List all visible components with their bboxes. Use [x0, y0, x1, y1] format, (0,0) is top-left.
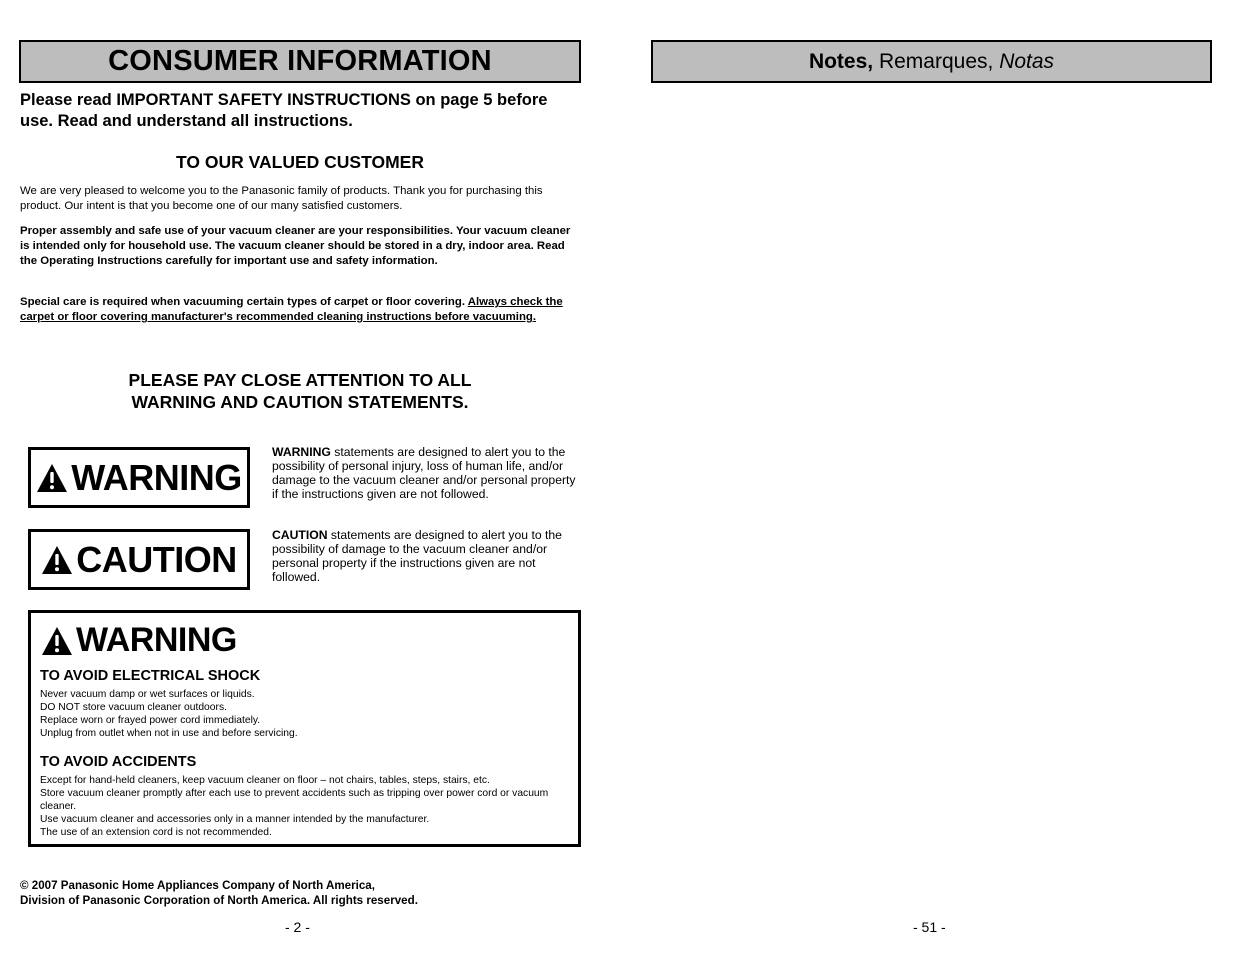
attention-heading-line1: PLEASE PAY CLOSE ATTENTION TO ALL: [128, 370, 472, 390]
list-item: Except for hand-held cleaners, keep vacuum cleaner on floor – not chairs, tables, steps, stairs, etc.: [40, 775, 490, 786]
assembly-paragraph: Proper assembly and safe use of your vacuum cleaner are your responsibilities. Your vacuum cleaner is intended only for household use. The vacuum cleaner should be stored in a dry, indoor area. Read the Operating Instructions carefully for important use and safety information.: [20, 225, 571, 267]
accidents-heading: TO AVOID ACCIDENTS: [40, 754, 197, 770]
caution-label-text: CAUTION: [76, 538, 237, 580]
customer-heading: TO OUR VALUED CUSTOMER: [176, 152, 424, 172]
warning-block-header: [41, 621, 237, 660]
attention-heading: [20, 369, 580, 413]
warning-description: [272, 445, 578, 501]
warning-block-triangle-icon: [41, 626, 73, 656]
caution-description: [272, 528, 578, 584]
care-underlined: Always check the carpet or floor covering manufacturer's recommended cleaning instructions before vacuuming.: [20, 296, 563, 323]
caution-description-text: statements are designed to alert you to the possibility of damage to the vacuum cleaner and/or personal property if the instructions given are not followed.: [272, 528, 562, 584]
copyright-line2: Division of Panasonic Corporation of North America. All rights reserved.: [20, 894, 418, 907]
list-item: DO NOT store vacuum cleaner outdoors.: [40, 702, 227, 713]
list-item: Never vacuum damp or wet surfaces or liquids.: [40, 689, 255, 700]
warning-description-text: statements are designed to alert you to the possibility of personal injury, loss of human life, and/or damage to the vacuum cleaner and/or personal property if the instructions given are not followed.: [272, 445, 576, 501]
list-item: Store vacuum cleaner promptly after each use to prevent accidents such as tripping over power cord or vacuum cleaner.: [40, 788, 549, 812]
right-page: [618, 0, 1235, 954]
notes-title-bar: [651, 40, 1212, 83]
intro-text: Please read IMPORTANT SAFETY INSTRUCTIONS on page 5 before use. Read and understand all instructions.: [20, 91, 548, 130]
attention-heading-line2: WARNING AND CAUTION STATEMENTS.: [131, 392, 469, 412]
warning-triangle-icon: [36, 463, 68, 493]
accidents-list: [40, 774, 570, 839]
welcome-paragraph: We are very pleased to welcome you to the Panasonic family of products. Thank you for purchasing this product. Our intent is that you become one of our many satisfied customers.: [20, 185, 543, 212]
page-number-left: - 2 -: [285, 919, 310, 935]
warning-label-text: WARNING: [71, 456, 242, 498]
warning-block-label: WARNING: [76, 621, 237, 659]
caution-label-box: [28, 529, 250, 590]
list-item: Use vacuum cleaner and accessories only in a manner intended by the manufacturer.: [40, 814, 430, 825]
list-item: The use of an extension cord is not recommended.: [40, 827, 272, 838]
caution-description-bold: CAUTION: [272, 528, 328, 542]
electrical-shock-list: [40, 688, 570, 740]
caution-triangle-icon: [41, 545, 73, 575]
electrical-shock-heading: TO AVOID ELECTRICAL SHOCK: [40, 668, 261, 684]
notes-title-italic: Notas: [999, 49, 1055, 73]
list-item: Unplug from outlet when not in use and before servicing.: [40, 728, 298, 739]
page-number-right: - 51 -: [913, 919, 946, 935]
consumer-information-title-bar: [19, 40, 581, 83]
page-title: CONSUMER INFORMATION: [108, 45, 492, 77]
warning-description-bold: WARNING: [272, 445, 331, 459]
copyright-notice: [20, 878, 580, 908]
warning-label-box: [28, 447, 250, 508]
care-paragraph: [20, 295, 580, 325]
care-lead: Special care is required when vacuuming certain types of carpet or floor covering.: [20, 296, 468, 308]
list-item: Replace worn or frayed power cord immediately.: [40, 715, 261, 726]
copyright-line1: © 2007 Panasonic Home Appliances Company of North America,: [20, 879, 375, 892]
notes-title-bold: Notes,: [808, 49, 874, 73]
notes-title-regular: Remarques,: [873, 49, 1000, 73]
warning-block: [28, 610, 581, 847]
